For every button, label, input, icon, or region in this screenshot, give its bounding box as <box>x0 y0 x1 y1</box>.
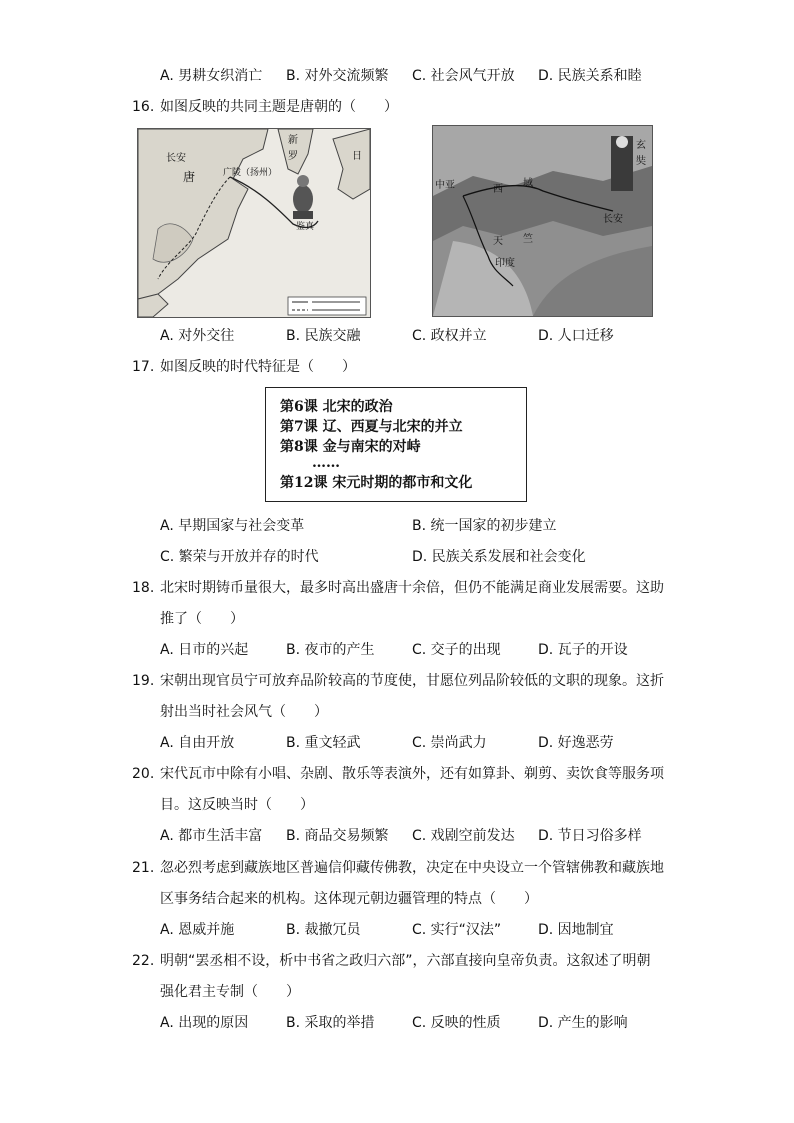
q18-option-b: B. 夜市的产生 <box>286 642 375 658</box>
q21-option-a: A. 恩威并施 <box>160 922 235 938</box>
q16-option-d: D. 人口迁移 <box>538 328 614 344</box>
label-guangling: 广陵（扬州） <box>223 168 278 178</box>
q17-option-b: B. 统一国家的初步建立 <box>412 518 557 534</box>
question-stem-line1: 北宋时期铸币量很大，最多时高出盛唐十余倍，但仍不能满足商业发展需要。这助 <box>160 580 664 596</box>
question-stem-line1: 明朝“罢丞相不设，析中书省之政归六部”，六部直接向皇帝负责。这叙述了明朝 <box>160 953 651 969</box>
q19-option-b: B. 重文轻武 <box>286 735 361 751</box>
label-jianzhen: 鉴真 <box>296 222 315 232</box>
question-stem-line2: 目。这反映当时（ ） <box>160 797 314 813</box>
label-zhu: 竺 <box>523 234 533 245</box>
lesson-line: 第8课 金与南宋的对峙 <box>280 439 421 455</box>
q15-option-d: D. 民族关系和睦 <box>538 68 642 84</box>
q19-option-d: D. 好逸恶劳 <box>538 735 614 751</box>
question-number: 22. <box>132 953 155 969</box>
label-zang: 奘 <box>636 156 646 167</box>
q18-option-c: C. 交子的出现 <box>412 642 501 658</box>
lesson-line: 第6课 北宋的政治 <box>280 399 393 415</box>
q20-option-d: D. 节日习俗多样 <box>538 828 642 844</box>
q16-option-b: B. 民族交融 <box>286 328 361 344</box>
q17-option-d: D. 民族关系发展和社会变化 <box>412 549 586 565</box>
q22-option-d: D. 产生的影响 <box>538 1015 628 1031</box>
q22-option-a: A. 出现的原因 <box>160 1015 249 1031</box>
question-stem-line1: 宋朝出现官员宁可放弃品阶较高的节度使，甘愿位列品阶较低的文职的现象。这折 <box>160 673 664 689</box>
question-number: 19. <box>132 673 155 689</box>
label-changan: 长安 <box>166 153 186 164</box>
lesson-line: 第12课 宋元时期的都市和文化 <box>280 475 473 491</box>
lesson-line: 第7课 辽、西夏与北宋的并立 <box>280 419 463 435</box>
q16-option-c: C. 政权并立 <box>412 328 487 344</box>
question-stem-line2: 射出当时社会风气（ ） <box>160 704 328 720</box>
question-stem: 如图反映的时代特征是（ ） <box>160 359 356 375</box>
question-number: 16. <box>132 99 155 115</box>
question-number: 21. <box>132 860 155 876</box>
jianzhen-voyage-map <box>137 128 371 318</box>
xuanzang-journey-map <box>432 125 653 317</box>
label-tian: 天 <box>493 236 503 247</box>
label-yindu: 印度 <box>495 258 515 269</box>
label-xin: 新 <box>288 135 298 146</box>
q17-option-a: A. 早期国家与社会变革 <box>160 518 305 534</box>
label-zhongya: 中亚 <box>435 180 455 191</box>
q15-option-a: A. 男耕女织消亡 <box>160 68 263 84</box>
q21-option-c: C. 实行“汉法” <box>412 922 502 938</box>
q19-option-a: A. 自由开放 <box>160 735 235 751</box>
q20-option-a: A. 都市生活丰富 <box>160 828 263 844</box>
q18-option-d: D. 瓦子的开设 <box>538 642 628 658</box>
q18-option-a: A. 日市的兴起 <box>160 642 249 658</box>
question-stem-line1: 忽必烈考虑到藏族地区普遍信仰藏传佛教，决定在中央设立一个管辖佛教和藏族地 <box>160 860 664 876</box>
question-number: 20. <box>132 766 155 782</box>
q21-option-d: D. 因地制宜 <box>538 922 614 938</box>
q17-option-c: C. 繁荣与开放并存的时代 <box>160 549 319 565</box>
question-stem-line2: 推了（ ） <box>160 611 244 627</box>
q20-option-c: C. 戏剧空前发达 <box>412 828 515 844</box>
label-ri: 日 <box>352 151 362 162</box>
q16-option-a: A. 对外交往 <box>160 328 235 344</box>
q21-option-b: B. 裁撤冗员 <box>286 922 361 938</box>
q22-option-b: B. 采取的举措 <box>286 1015 375 1031</box>
label-xuan: 玄 <box>636 140 646 151</box>
question-number: 17. <box>132 359 155 375</box>
label-yu: 域 <box>523 178 533 189</box>
question-stem: 如图反映的共同主题是唐朝的（ ） <box>160 99 398 115</box>
q19-option-c: C. 崇尚武力 <box>412 735 487 751</box>
lesson-ellipsis: …… <box>312 455 340 471</box>
q15-option-c: C. 社会风气开放 <box>412 68 515 84</box>
label-changan-2: 长安 <box>603 214 623 225</box>
lesson-list-box <box>265 387 527 502</box>
q20-option-b: B. 商品交易频繁 <box>286 828 389 844</box>
question-stem-line2: 强化君主专制（ ） <box>160 984 300 1000</box>
question-stem-line1: 宋代瓦市中除有小唱、杂剧、散乐等表演外，还有如算卦、剃剪、卖饮食等服务项 <box>160 766 664 782</box>
label-tang: 唐 <box>183 170 196 184</box>
question-number: 18. <box>132 580 155 596</box>
q15-option-b: B. 对外交流频繁 <box>286 68 389 84</box>
q22-option-c: C. 反映的性质 <box>412 1015 501 1031</box>
label-xi: 西 <box>493 184 503 195</box>
label-luo: 罗 <box>288 151 298 162</box>
question-stem-line2: 区事务结合起来的机构。这体现元朝边疆管理的特点（ ） <box>160 891 538 907</box>
